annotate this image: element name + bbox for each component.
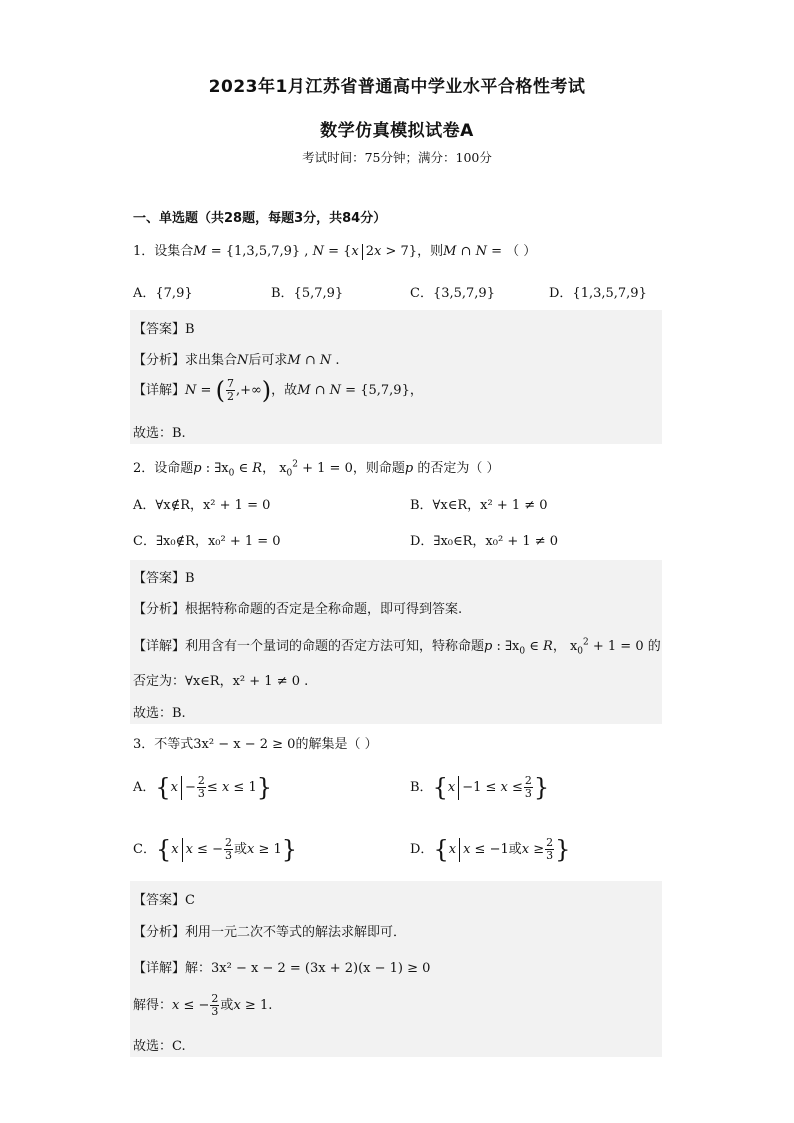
q2-option-d: D．∃x₀∈R，x₀² + 1 ≠ 0 [410, 534, 559, 549]
q1-solution-box [130, 310, 662, 444]
q1-option-d: D．{1,3,5,7,9} [549, 286, 647, 301]
q1-answer: 【答案】B [133, 322, 195, 337]
q1-option-b: B．{5,7,9} [271, 286, 344, 301]
q1-option-c: C．{3,5,7,9} [410, 286, 495, 301]
q1-detail: 【详解】N = ( $\frac{7}{2}$ ,+∞)，故M ∩ N = {5,7,9}， [133, 376, 423, 405]
q2-answer: 【答案】B [133, 571, 195, 586]
q1-conclusion: 故选：B. [133, 426, 186, 441]
question-1: 1．设集合M = {1,3,5,7,9} , N = {x 2x > 7}，则M ∩ N = （ ） [133, 244, 537, 259]
q3-conclusion: 故选：C. [133, 1039, 186, 1054]
q3-option-b: B．{x −1 ≤ x ≤ $\frac{2}{3}$ } [410, 773, 550, 802]
q3-analysis: 【分析】利用一元二次不等式的解法求解即可． [133, 925, 407, 940]
q2-detail-continued: 否定为：∀x∈R，x² + 1 ≠ 0 . [133, 674, 309, 689]
exam-subtitle: 数学仿真模拟试卷A [320, 121, 474, 141]
q2-option-b: B．∀x∈R，x² + 1 ≠ 0 [410, 498, 548, 513]
question-3: 3．不等式3x² − x − 2 ≥ 0的解集是（ ） [133, 737, 378, 752]
q3-answer: 【答案】C [133, 893, 195, 908]
q3-detail: 【详解】解：3x² − x − 2 = (3x + 2)(x − 1) ≥ 0 [133, 961, 431, 976]
q1-option-a: A．{7,9} [133, 286, 193, 301]
q3-solution-result: 解得：x ≤ − $\frac{2}{3}$ 或x ≥ 1. [133, 992, 273, 1018]
exam-meta: 考试时间：75分钟；满分：100分 [302, 150, 492, 165]
question-2: 2．设命题p : $\exists x_0$ ∈ R， $x_0^2 + 1 = 0$，则命题p 的否定为（ ） [133, 459, 500, 479]
exam-title: 2023年1月江苏省普通高中学业水平合格性考试 [208, 77, 586, 97]
q2-option-a: A．∀x∉R，x² + 1 = 0 [133, 498, 271, 513]
q2-option-c: C．∃x₀∉R，x₀² + 1 = 0 [133, 534, 281, 549]
q3-option-a: A．{x − $\frac{2}{3}$ ≤ x ≤ 1} [133, 773, 273, 802]
q2-detail: 【详解】利用含有一个量词的命题的否定方法可知，特称命题p : $\exists x_0$ ∈ R， $x_0^2 + 1 = 0$ 的 [133, 637, 661, 657]
q2-analysis: 【分析】根据特称命题的否定是全称命题，即可得到答案. [133, 602, 463, 617]
section-heading: 一、单选题（共28题，每题3分，共84分） [133, 211, 387, 226]
q1-analysis: 【分析】求出集合N后可求M ∩ N . [133, 353, 340, 368]
q3-option-c: C．{x x ≤ − $\frac{2}{3}$ 或x ≥ 1} [133, 835, 298, 864]
q3-option-d: D．{x x ≤ −1或x ≥ $\frac{2}{3}$ } [410, 835, 571, 864]
q2-conclusion: 故选：B. [133, 706, 186, 721]
